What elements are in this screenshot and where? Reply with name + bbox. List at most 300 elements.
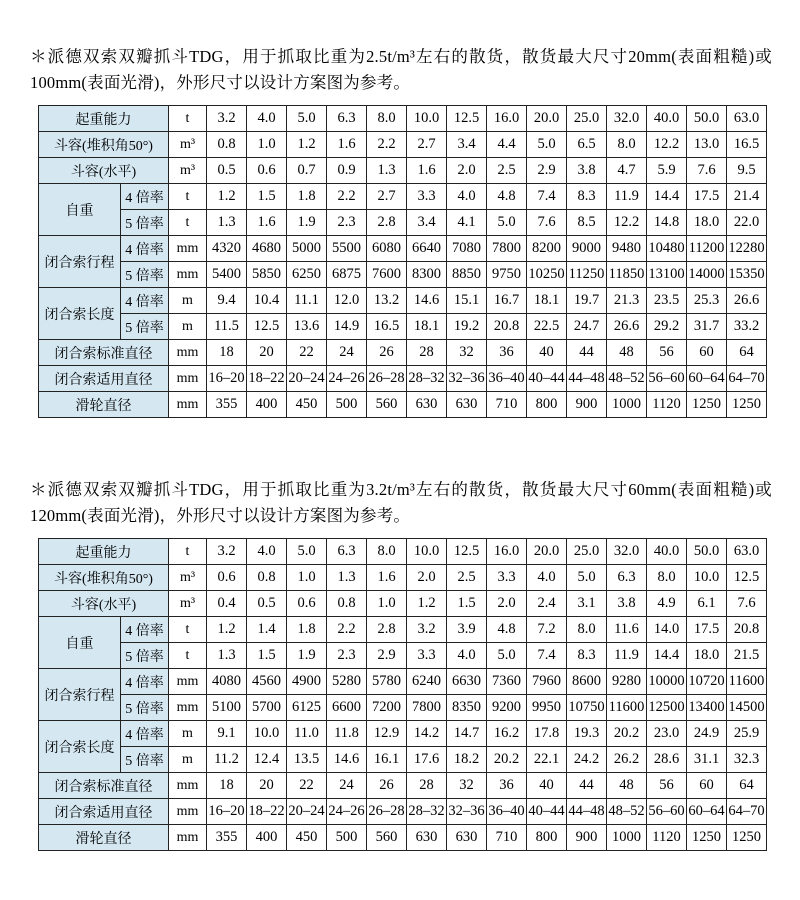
value-cell: 8.5	[567, 210, 607, 236]
value-cell: 10000	[647, 669, 687, 695]
value-cell: 12500	[647, 695, 687, 721]
value-cell: 355	[207, 392, 247, 418]
value-cell: 13.5	[287, 747, 327, 773]
value-cell: 1.2	[207, 617, 247, 643]
value-cell: 3.9	[447, 617, 487, 643]
value-cell: 28	[407, 340, 447, 366]
value-cell: 13.0	[687, 132, 727, 158]
value-cell: 40–44	[527, 366, 567, 392]
row-sublabel: 4 倍率	[121, 288, 169, 314]
value-cell: 17.5	[687, 617, 727, 643]
value-cell: 630	[407, 825, 447, 851]
value-cell: 28.6	[647, 747, 687, 773]
value-cell: 24–26	[327, 799, 367, 825]
value-cell: 6875	[327, 262, 367, 288]
value-cell: 21.4	[727, 184, 767, 210]
value-cell: 1.5	[247, 643, 287, 669]
value-cell: 8300	[407, 262, 447, 288]
value-cell: 2.2	[327, 184, 367, 210]
value-cell: 40	[527, 773, 567, 799]
value-cell: 7080	[447, 236, 487, 262]
value-cell: 9.5	[727, 158, 767, 184]
value-cell: 400	[247, 392, 287, 418]
value-cell: 9750	[487, 262, 527, 288]
value-cell: 5850	[247, 262, 287, 288]
value-cell: 18.2	[447, 747, 487, 773]
value-cell: 11.8	[327, 721, 367, 747]
value-cell: 29.2	[647, 314, 687, 340]
value-cell: 24–26	[327, 366, 367, 392]
value-cell: 4.7	[607, 158, 647, 184]
value-cell: 2.8	[367, 210, 407, 236]
value-cell: 6250	[287, 262, 327, 288]
value-cell: 5.0	[487, 210, 527, 236]
table-row	[39, 617, 767, 643]
value-cell: 710	[487, 392, 527, 418]
value-cell: 5.0	[567, 565, 607, 591]
value-cell: 7.4	[527, 184, 567, 210]
value-cell: 10.0	[407, 106, 447, 132]
value-cell: 12.4	[247, 747, 287, 773]
table-row	[39, 773, 767, 799]
row-label: 闭合索行程	[39, 669, 121, 721]
value-cell: 3.3	[487, 565, 527, 591]
value-cell: 2.3	[327, 643, 367, 669]
value-cell: 15.1	[447, 288, 487, 314]
value-cell: 18–22	[247, 366, 287, 392]
value-cell: 26	[367, 340, 407, 366]
value-cell: 40.0	[647, 106, 687, 132]
value-cell: 4.0	[527, 565, 567, 591]
table-row	[39, 392, 767, 418]
unit-cell: mm	[169, 262, 207, 288]
row-sublabel: 5 倍率	[121, 643, 169, 669]
value-cell: 2.3	[327, 210, 367, 236]
row-label: 起重能力	[39, 106, 169, 132]
value-cell: 560	[367, 392, 407, 418]
value-cell: 13.6	[287, 314, 327, 340]
value-cell: 2.2	[367, 132, 407, 158]
value-cell: 6080	[367, 236, 407, 262]
table-row	[39, 643, 767, 669]
value-cell: 33.2	[727, 314, 767, 340]
value-cell: 18	[207, 773, 247, 799]
value-cell: 4.4	[487, 132, 527, 158]
value-cell: 25.0	[567, 539, 607, 565]
row-label: 起重能力	[39, 539, 169, 565]
value-cell: 900	[567, 392, 607, 418]
value-cell: 4.1	[447, 210, 487, 236]
value-cell: 60–64	[687, 366, 727, 392]
value-cell: 1.5	[247, 184, 287, 210]
value-cell: 2.7	[407, 132, 447, 158]
unit-cell: mm	[169, 669, 207, 695]
value-cell: 1.4	[247, 617, 287, 643]
value-cell: 19.2	[447, 314, 487, 340]
value-cell: 4.8	[487, 617, 527, 643]
value-cell: 64	[727, 340, 767, 366]
value-cell: 20–24	[287, 799, 327, 825]
row-label: 斗容(水平)	[39, 158, 169, 184]
value-cell: 4.8	[487, 184, 527, 210]
value-cell: 20	[247, 773, 287, 799]
value-cell: 6630	[447, 669, 487, 695]
value-cell: 450	[287, 392, 327, 418]
value-cell: 19.3	[567, 721, 607, 747]
value-cell: 7360	[487, 669, 527, 695]
value-cell: 0.4	[207, 591, 247, 617]
value-cell: 6600	[327, 695, 367, 721]
value-cell: 32.0	[607, 539, 647, 565]
value-cell: 1.6	[247, 210, 287, 236]
unit-cell: mm	[169, 340, 207, 366]
row-label: 斗容(水平)	[39, 591, 169, 617]
value-cell: 31.1	[687, 747, 727, 773]
value-cell: 9200	[487, 695, 527, 721]
row-sublabel: 5 倍率	[121, 314, 169, 340]
value-cell: 1.8	[287, 184, 327, 210]
value-cell: 2.9	[367, 643, 407, 669]
value-cell: 10480	[647, 236, 687, 262]
value-cell: 24	[327, 773, 367, 799]
value-cell: 3.4	[407, 210, 447, 236]
value-cell: 18.1	[527, 288, 567, 314]
value-cell: 40–44	[527, 799, 567, 825]
value-cell: 1.6	[367, 565, 407, 591]
value-cell: 48–52	[607, 366, 647, 392]
table-row	[39, 721, 767, 747]
unit-cell: m³	[169, 565, 207, 591]
value-cell: 16–20	[207, 366, 247, 392]
value-cell: 710	[487, 825, 527, 851]
value-cell: 3.4	[447, 132, 487, 158]
value-cell: 4.0	[247, 539, 287, 565]
value-cell: 36	[487, 340, 527, 366]
value-cell: 4080	[207, 669, 247, 695]
value-cell: 7200	[367, 695, 407, 721]
value-cell: 24.2	[567, 747, 607, 773]
value-cell: 8.0	[367, 106, 407, 132]
value-cell: 9950	[527, 695, 567, 721]
value-cell: 18.0	[687, 210, 727, 236]
value-cell: 7.6	[727, 591, 767, 617]
value-cell: 3.8	[567, 158, 607, 184]
value-cell: 14500	[727, 695, 767, 721]
row-sublabel: 4 倍率	[121, 617, 169, 643]
value-cell: 20–24	[287, 366, 327, 392]
unit-cell: m	[169, 314, 207, 340]
row-label: 闭合索标准直径	[39, 773, 169, 799]
value-cell: 25.3	[687, 288, 727, 314]
value-cell: 5.0	[527, 132, 567, 158]
value-cell: 20.8	[727, 617, 767, 643]
value-cell: 11.5	[207, 314, 247, 340]
value-cell: 2.4	[527, 591, 567, 617]
value-cell: 23.0	[647, 721, 687, 747]
spec-table-tdg-2-5	[38, 105, 767, 418]
value-cell: 1.3	[207, 643, 247, 669]
value-cell: 11.9	[607, 184, 647, 210]
value-cell: 44–48	[567, 366, 607, 392]
value-cell: 0.6	[207, 565, 247, 591]
value-cell: 500	[327, 825, 367, 851]
value-cell: 16.1	[367, 747, 407, 773]
value-cell: 16.0	[487, 106, 527, 132]
value-cell: 630	[407, 392, 447, 418]
table-row	[39, 747, 767, 773]
value-cell: 7.6	[687, 158, 727, 184]
value-cell: 60	[687, 340, 727, 366]
unit-cell: mm	[169, 825, 207, 851]
value-cell: 355	[207, 825, 247, 851]
value-cell: 12.2	[647, 132, 687, 158]
value-cell: 18	[207, 340, 247, 366]
value-cell: 4320	[207, 236, 247, 262]
value-cell: 4.0	[447, 643, 487, 669]
value-cell: 5000	[287, 236, 327, 262]
value-cell: 16–20	[207, 799, 247, 825]
row-sublabel: 5 倍率	[121, 695, 169, 721]
value-cell: 8.0	[567, 617, 607, 643]
value-cell: 24.7	[567, 314, 607, 340]
value-cell: 0.7	[287, 158, 327, 184]
value-cell: 9480	[607, 236, 647, 262]
value-cell: 21.3	[607, 288, 647, 314]
unit-cell: m	[169, 288, 207, 314]
value-cell: 5100	[207, 695, 247, 721]
value-cell: 0.9	[327, 158, 367, 184]
value-cell: 26.6	[727, 288, 767, 314]
value-cell: 6640	[407, 236, 447, 262]
value-cell: 4560	[247, 669, 287, 695]
value-cell: 8200	[527, 236, 567, 262]
value-cell: 16.0	[487, 539, 527, 565]
value-cell: 3.3	[407, 184, 447, 210]
value-cell: 15350	[727, 262, 767, 288]
unit-cell: mm	[169, 366, 207, 392]
value-cell: 32.0	[607, 106, 647, 132]
value-cell: 26.2	[607, 747, 647, 773]
table-row	[39, 539, 767, 565]
row-label: 闭合索标准直径	[39, 340, 169, 366]
value-cell: 44	[567, 773, 607, 799]
value-cell: 50.0	[687, 106, 727, 132]
value-cell: 28	[407, 773, 447, 799]
value-cell: 12.5	[447, 106, 487, 132]
value-cell: 7.2	[527, 617, 567, 643]
value-cell: 3.2	[407, 617, 447, 643]
value-cell: 11.9	[607, 643, 647, 669]
value-cell: 23.5	[647, 288, 687, 314]
value-cell: 3.8	[607, 591, 647, 617]
value-cell: 8.0	[367, 539, 407, 565]
row-label: 滑轮直径	[39, 392, 169, 418]
value-cell: 13.2	[367, 288, 407, 314]
unit-cell: m	[169, 747, 207, 773]
value-cell: 10.0	[247, 721, 287, 747]
value-cell: 44–48	[567, 799, 607, 825]
row-label: 闭合索适用直径	[39, 799, 169, 825]
value-cell: 10.0	[687, 565, 727, 591]
value-cell: 40.0	[647, 539, 687, 565]
unit-cell: mm	[169, 392, 207, 418]
value-cell: 6125	[287, 695, 327, 721]
value-cell: 9280	[607, 669, 647, 695]
value-cell: 3.1	[567, 591, 607, 617]
value-cell: 1.2	[207, 184, 247, 210]
value-cell: 1250	[687, 392, 727, 418]
table-row	[39, 288, 767, 314]
row-sublabel: 5 倍率	[121, 262, 169, 288]
value-cell: 630	[447, 825, 487, 851]
value-cell: 5400	[207, 262, 247, 288]
row-sublabel: 4 倍率	[121, 236, 169, 262]
value-cell: 7600	[367, 262, 407, 288]
value-cell: 20	[247, 340, 287, 366]
value-cell: 1000	[607, 392, 647, 418]
value-cell: 800	[527, 825, 567, 851]
unit-cell: mm	[169, 799, 207, 825]
value-cell: 14.7	[447, 721, 487, 747]
value-cell: 11250	[567, 262, 607, 288]
value-cell: 7960	[527, 669, 567, 695]
value-cell: 22.0	[727, 210, 767, 236]
value-cell: 56–60	[647, 366, 687, 392]
value-cell: 5.0	[287, 539, 327, 565]
value-cell: 56	[647, 773, 687, 799]
value-cell: 4.9	[647, 591, 687, 617]
value-cell: 20.0	[527, 106, 567, 132]
value-cell: 18.0	[687, 643, 727, 669]
value-cell: 48–52	[607, 799, 647, 825]
table-row	[39, 669, 767, 695]
unit-cell: t	[169, 210, 207, 236]
value-cell: 2.0	[447, 158, 487, 184]
value-cell: 32–36	[447, 799, 487, 825]
unit-cell: m³	[169, 158, 207, 184]
value-cell: 8350	[447, 695, 487, 721]
value-cell: 28–32	[407, 799, 447, 825]
value-cell: 22.1	[527, 747, 567, 773]
value-cell: 2.0	[407, 565, 447, 591]
value-cell: 64–70	[727, 799, 767, 825]
unit-cell: mm	[169, 236, 207, 262]
value-cell: 0.6	[247, 158, 287, 184]
value-cell: 64–70	[727, 366, 767, 392]
value-cell: 18–22	[247, 799, 287, 825]
value-cell: 0.8	[327, 591, 367, 617]
value-cell: 16.5	[367, 314, 407, 340]
value-cell: 18.1	[407, 314, 447, 340]
spec-section-tdg-3-2	[30, 477, 772, 851]
value-cell: 32	[447, 773, 487, 799]
value-cell: 7.6	[527, 210, 567, 236]
value-cell: 1120	[647, 825, 687, 851]
value-cell: 5280	[327, 669, 367, 695]
table-row	[39, 340, 767, 366]
value-cell: 1.5	[447, 591, 487, 617]
value-cell: 20.8	[487, 314, 527, 340]
table-row	[39, 314, 767, 340]
value-cell: 6.3	[327, 106, 367, 132]
value-cell: 3.3	[407, 643, 447, 669]
value-cell: 14.8	[647, 210, 687, 236]
value-cell: 60–64	[687, 799, 727, 825]
value-cell: 0.8	[207, 132, 247, 158]
value-cell: 26–28	[367, 799, 407, 825]
value-cell: 17.5	[687, 184, 727, 210]
value-cell: 1.9	[287, 210, 327, 236]
value-cell: 8.3	[567, 184, 607, 210]
value-cell: 25.0	[567, 106, 607, 132]
value-cell: 12.5	[247, 314, 287, 340]
table-row	[39, 236, 767, 262]
value-cell: 6.3	[607, 565, 647, 591]
value-cell: 2.8	[367, 617, 407, 643]
value-cell: 6.5	[567, 132, 607, 158]
value-cell: 4.0	[447, 184, 487, 210]
value-cell: 12.5	[447, 539, 487, 565]
value-cell: 1.3	[327, 565, 367, 591]
unit-cell: m	[169, 721, 207, 747]
value-cell: 4.0	[247, 106, 287, 132]
value-cell: 48	[607, 773, 647, 799]
value-cell: 40	[527, 340, 567, 366]
value-cell: 20.0	[527, 539, 567, 565]
value-cell: 5500	[327, 236, 367, 262]
value-cell: 10.0	[407, 539, 447, 565]
value-cell: 20.2	[487, 747, 527, 773]
row-label: 闭合索长度	[39, 288, 121, 340]
unit-cell: t	[169, 539, 207, 565]
value-cell: 12.0	[327, 288, 367, 314]
table-row	[39, 132, 767, 158]
row-sublabel: 5 倍率	[121, 747, 169, 773]
value-cell: 14.2	[407, 721, 447, 747]
value-cell: 11.2	[207, 747, 247, 773]
value-cell: 0.5	[247, 591, 287, 617]
row-sublabel: 4 倍率	[121, 669, 169, 695]
spec-section-tdg-2-5	[30, 44, 772, 418]
value-cell: 50.0	[687, 539, 727, 565]
value-cell: 8.3	[567, 643, 607, 669]
value-cell: 10720	[687, 669, 727, 695]
value-cell: 64	[727, 773, 767, 799]
value-cell: 36	[487, 773, 527, 799]
value-cell: 44	[567, 340, 607, 366]
value-cell: 14.6	[407, 288, 447, 314]
value-cell: 2.2	[327, 617, 367, 643]
value-cell: 2.9	[527, 158, 567, 184]
value-cell: 19.7	[567, 288, 607, 314]
unit-cell: m³	[169, 132, 207, 158]
value-cell: 5780	[367, 669, 407, 695]
value-cell: 36–40	[487, 366, 527, 392]
value-cell: 450	[287, 825, 327, 851]
value-cell: 9.1	[207, 721, 247, 747]
value-cell: 1.3	[207, 210, 247, 236]
table-row	[39, 184, 767, 210]
table-row	[39, 262, 767, 288]
value-cell: 560	[367, 825, 407, 851]
value-cell: 3.2	[207, 106, 247, 132]
table-row	[39, 366, 767, 392]
value-cell: 11.1	[287, 288, 327, 314]
value-cell: 6.3	[327, 539, 367, 565]
row-label: 滑轮直径	[39, 825, 169, 851]
value-cell: 5.9	[647, 158, 687, 184]
unit-cell: mm	[169, 773, 207, 799]
